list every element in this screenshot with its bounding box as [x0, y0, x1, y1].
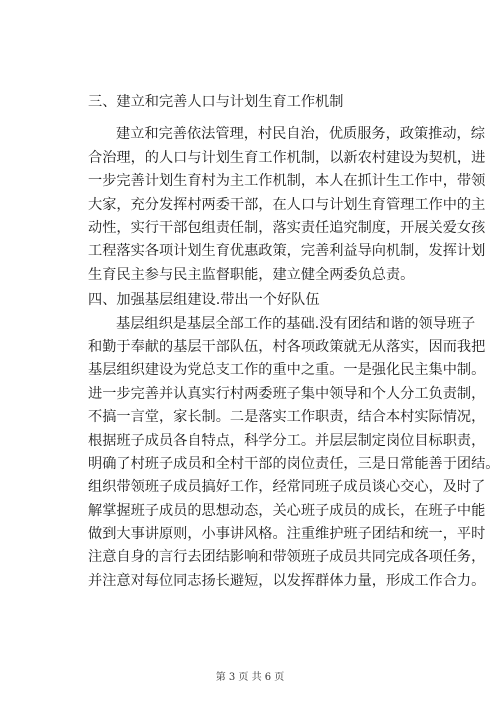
paragraph-line: 明确了村班子成员和全村干部的岗位责任，三是日常能善于团结。 — [88, 455, 500, 472]
page-number-footer: 第 3 页 共 6 页 — [215, 672, 285, 683]
paragraph-line: 和勤于奉献的基层干部队伍，村各项政策就无从落实，因而我把 — [88, 338, 486, 355]
paragraph-line: 大家，充分发挥村两委干部，在人口与计划生育管理工作中的主 — [88, 196, 486, 213]
paragraph-line: 工程落实各项计划生育优惠政策，完善利益导向机制，发挥计划 — [88, 243, 486, 260]
paragraph-line: 动性，实行干部包组责任制，落实责任追究制度，开展关爱女孩 — [88, 219, 486, 236]
paragraph-line: 不搞一言堂，家长制。二是落实工作职责，结合本村实际情况， — [88, 409, 486, 426]
paragraph-line: 生育民主参与民主监督职能，建立健全两委负总责。 — [88, 266, 415, 283]
paragraph-line: 一步完善计划生育村为主工作机制，本人在抓计生工作中，带领 — [88, 173, 486, 190]
paragraph-line: 合治理，的人口与计划生育工作机制，以新农村建设为契机，进 — [88, 149, 486, 166]
paragraph-line: 解掌握班子成员的思想动态，关心班子成员的成长，在班子中能 — [88, 502, 486, 519]
paragraph-line: 注意自身的言行去团结影响和带领班子成员共同完成各项任务， — [88, 549, 486, 566]
paragraph-line: 根据班子成员各自特点，科学分工。并层层制定岗位目标职责， — [88, 432, 486, 449]
paragraph-line: 组织带领班子成员搞好工作，经常同班子成员谈心交心，及时了 — [88, 479, 486, 496]
section-heading-4: 四、加强基层组建设.带出一个好队伍 — [88, 292, 320, 309]
paragraph-line: 建立和完善依法管理，村民自治，优质服务，政策推动，综 — [116, 126, 485, 143]
paragraph-line: 进一步完善并认真实行村两委班子集中领导和个人分工负责制， — [88, 385, 486, 402]
paragraph-line: 基层组织建设为党总支工作的重中之重。一是强化民主集中制。 — [88, 362, 486, 379]
document-body — [88, 91, 500, 593]
paragraph-line: 做到大事讲原则，小事讲风格。注重维护班子团结和统一，平时 — [88, 526, 486, 543]
section-4-paragraph — [88, 313, 500, 594]
section-3-paragraph — [88, 123, 486, 287]
paragraph-line: 并注意对每位同志扬长避短，以发挥群体力量，形成工作合力。 — [88, 572, 486, 589]
section-heading-3: 三、建立和完善人口与计划生育工作机制 — [88, 94, 344, 110]
paragraph-line: 基层组织是基层全部工作的基础.没有团结和谐的领导班子 — [116, 315, 476, 332]
